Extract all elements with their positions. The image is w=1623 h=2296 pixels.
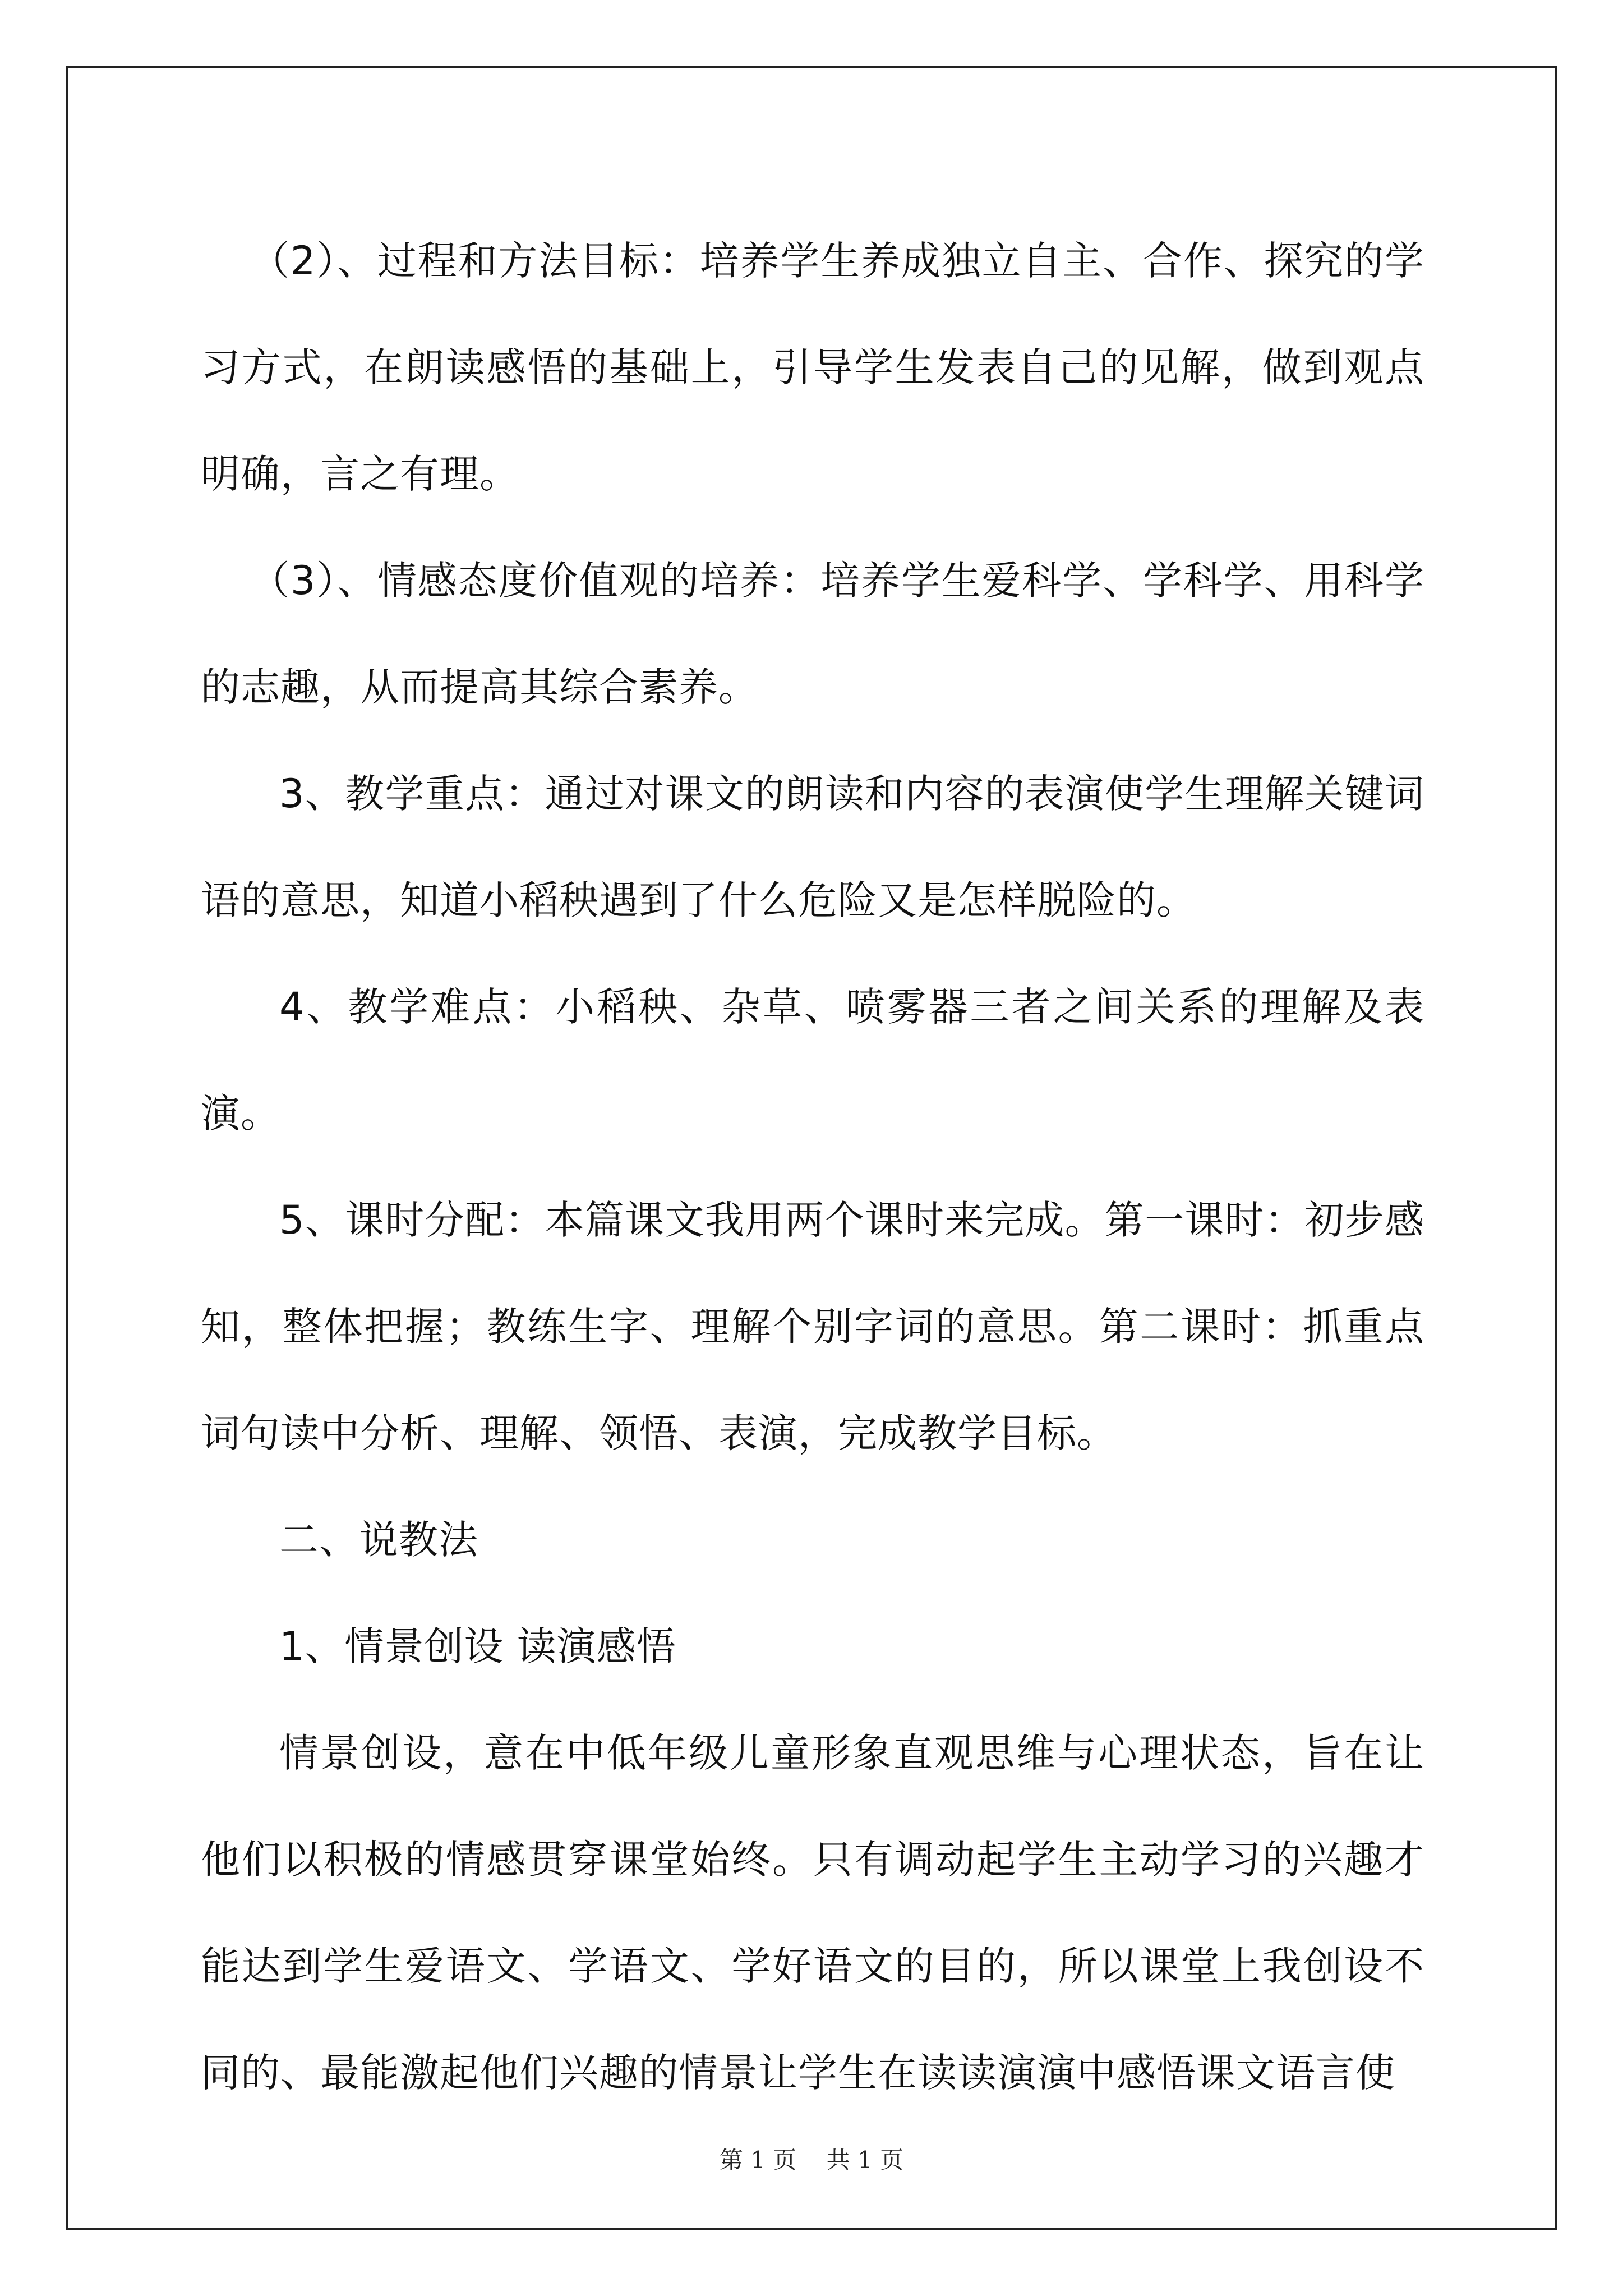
paragraph-teaching-difficulty: 4、教学难点：小稻秧、杂草、喷雾器三者之间关系的理解及表演。: [201, 984, 1424, 1137]
section-heading-teaching-method: 二、说教法: [279, 1517, 478, 1563]
paragraph-scenario-description: 情景创设，意在中低年级儿童形象直观思维与心理状态，旨在让他们以积极的情感贯穿课堂始终。只有调动起学生主动学习的兴趣才能达到学生爱语文、学语文、学好语文的目的，所以课堂上我创设不同的、最能激起他们兴趣的情景让学生在读读演演中感悟课文语言使: [201, 1730, 1424, 2096]
subheading-scenario-creation: 1、情景创设 读演感悟: [279, 1623, 676, 1669]
page-number-label: 第 1 页 共 1 页: [719, 2146, 904, 2174]
page-footer: [0, 2142, 1623, 2175]
paragraph-emotion-value-goal: （3）、情感态度价值观的培养：培养学生爱科学、学科学、用科学的志趣，从而提高其综合素养。: [201, 558, 1424, 710]
paragraph-process-method-goal: （2）、过程和方法目标：培养学生养成独立自主、合作、探究的学习方式，在朗读感悟的基础上，引导学生发表自己的见解，做到观点明确，言之有理。: [201, 238, 1424, 497]
paragraph-teaching-focus: 3、教学重点：通过对课文的朗读和内容的表演使学生理解关键词语的意思，知道小稻秧遇到了什么危险又是怎样脱险的。: [201, 771, 1424, 923]
document-body: [201, 208, 1424, 2126]
paragraph-class-hours: 5、课时分配：本篇课文我用两个课时来完成。第一课时：初步感知，整体把握；教练生字、理解个别字词的意思。第二课时：抓重点词句读中分析、理解、领悟、表演，完成教学目标。: [201, 1197, 1424, 1456]
